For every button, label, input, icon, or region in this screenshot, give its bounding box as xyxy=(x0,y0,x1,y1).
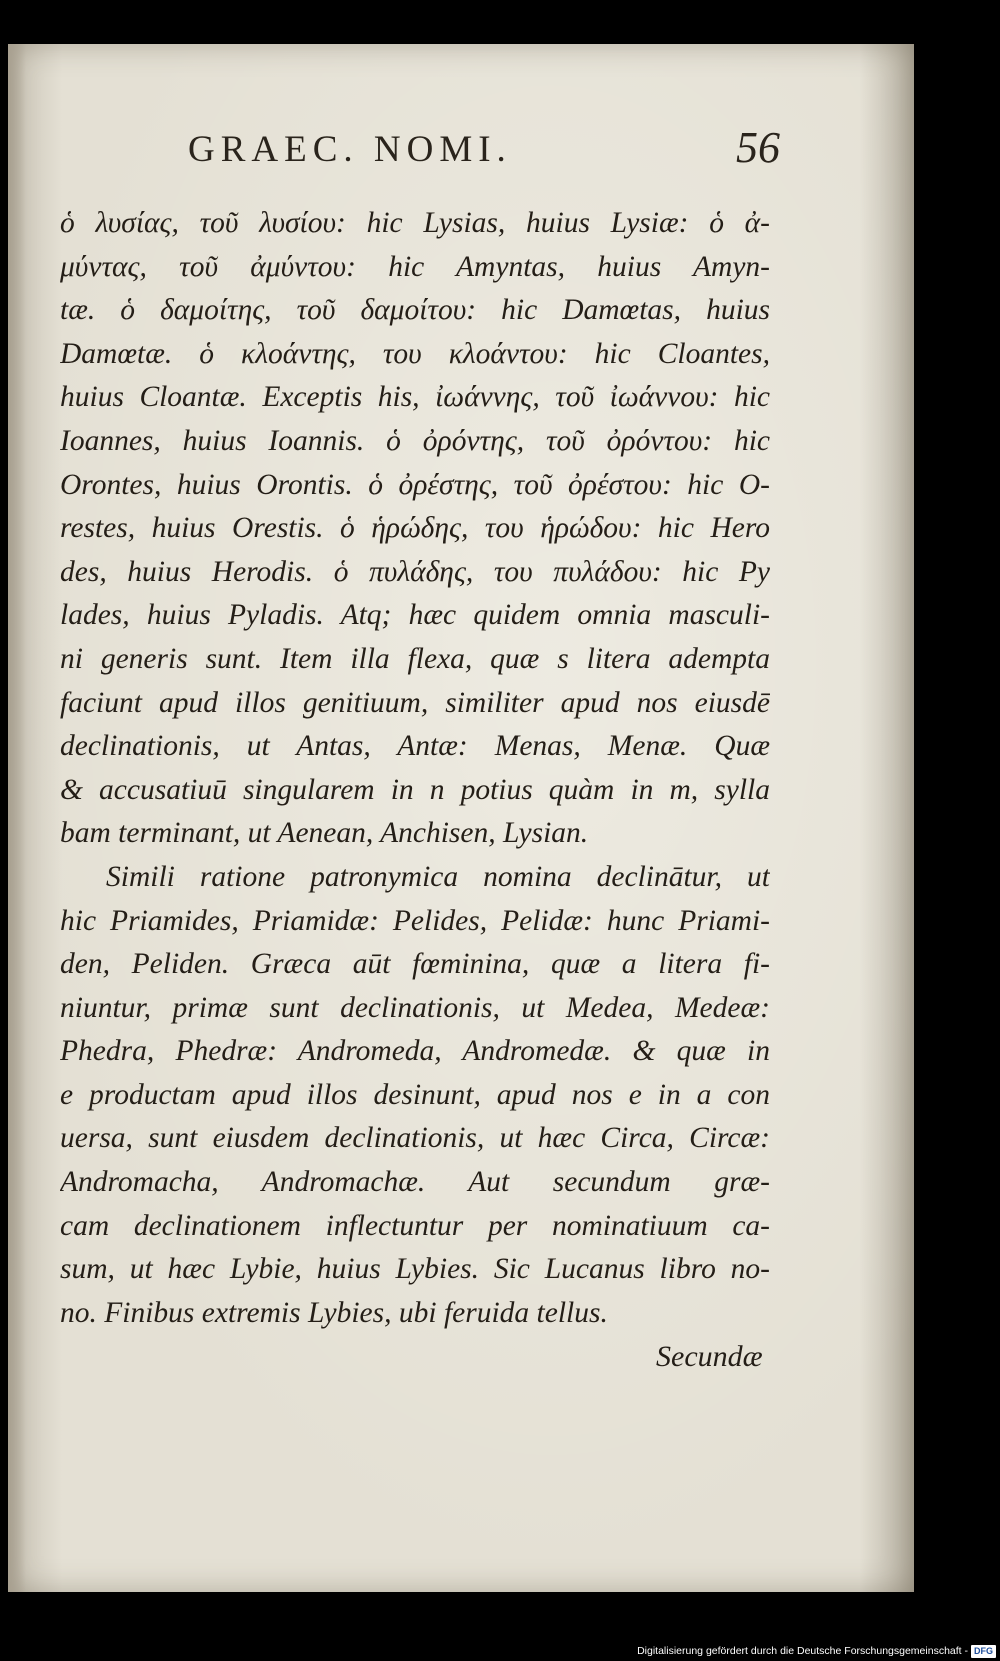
body-text xyxy=(60,202,770,1335)
text-line: niuntur, primæ sunt declinationis, ut Medea, Medeæ: xyxy=(60,991,770,1024)
page-number: 56 xyxy=(736,123,780,172)
text-line: des, huius Herodis. ὁ πυλάδης, του πυλάδου: hic Py xyxy=(60,555,770,588)
text-line: restes, huius Orestis. ὁ ἡρώδης, του ἡρώδου: hic Hero xyxy=(60,512,770,545)
text-line: huius Cloantæ. Exceptis his, ἰωάννης, τοῦ ἰωάννου: hic xyxy=(60,381,770,414)
text-line: uersa, sunt eiusdem declinationis, ut hæc Circa, Circæ: xyxy=(60,1122,770,1155)
text-line: μύντας, τοῦ ἀμύντου: hic Amyntas, huius Amyn- xyxy=(60,250,770,283)
text-line: Damœtæ. ὁ κλοάντης, του κλοάντου: hic Cloantes, xyxy=(60,337,770,370)
catchword: Secundæ xyxy=(656,1340,763,1373)
text-line: ὁ λυσίας, τοῦ λυσίου: hic Lysias, huius Lysiæ: ὁ ἀ- xyxy=(60,207,770,239)
text-line: sum, ut hæc Lybie, huius Lybies. Sic Lucanus libro no- xyxy=(60,1253,770,1286)
text-line: & accusatiuū singularem in n potius quàm in m, sylla xyxy=(60,773,770,806)
text-line: lades, huius Pyladis. Atq; hæc quidem omnia masculi- xyxy=(60,599,770,632)
text-line: Andromacha, Andromachæ. Aut secundum græ- xyxy=(60,1166,770,1199)
text-line: cam declinationem inflectuntur per nominatiuum ca- xyxy=(60,1209,770,1242)
text-line: tæ. ὁ δαμοίτης, τοῦ δαμοίτου: hic Damœtas, huius xyxy=(60,294,770,327)
text-line: bam terminant, ut Aenean, Anchisen, Lysian. xyxy=(60,817,589,850)
digitization-footer xyxy=(600,1641,1000,1661)
page-gutter xyxy=(8,44,26,1592)
text-line: ni generis sunt. Item illa flexa, quæ s litera adempta xyxy=(60,642,770,675)
page-header xyxy=(188,122,780,182)
funding-credit: Digitalisierung gefördert durch die Deutsche Forschungsgemeinschaft - xyxy=(637,1645,968,1657)
running-head: GRAEC. NOMI. xyxy=(188,129,512,170)
text-line: Simili ratione patronymica nomina declinātur, ut xyxy=(106,860,770,893)
text-line: faciunt apud illos genitiuum, similiter apud nos eiusdē xyxy=(60,686,770,719)
text-line: Orontes, huius Orontis. ὁ ὀρέστης, τοῦ ὀρέστου: hic O- xyxy=(60,468,770,501)
text-line: no. Finibus extremis Lybies, ubi feruida tellus. xyxy=(60,1296,608,1329)
text-line: e productam apud illos desinunt, apud nos e in a con xyxy=(60,1078,770,1111)
book-page xyxy=(8,44,914,1592)
text-line: Phedra, Phedræ: Andromeda, Andromedæ. & quæ in xyxy=(60,1035,770,1068)
dfg-logo-icon[interactable]: DFG xyxy=(971,1645,996,1658)
text-line: hic Priamides, Priamidæ: Pelides, Pelidæ: hunc Priami- xyxy=(60,904,770,937)
text-line: den, Peliden. Græca aūt fœminina, quæ a litera fi- xyxy=(60,948,770,981)
text-line: Ioannes, huius Ioannis. ὁ ὀρόντης, τοῦ ὀρόντου: hic xyxy=(60,424,770,457)
text-line: declinationis, ut Antas, Antæ: Menas, Menæ. Quæ xyxy=(60,730,770,763)
